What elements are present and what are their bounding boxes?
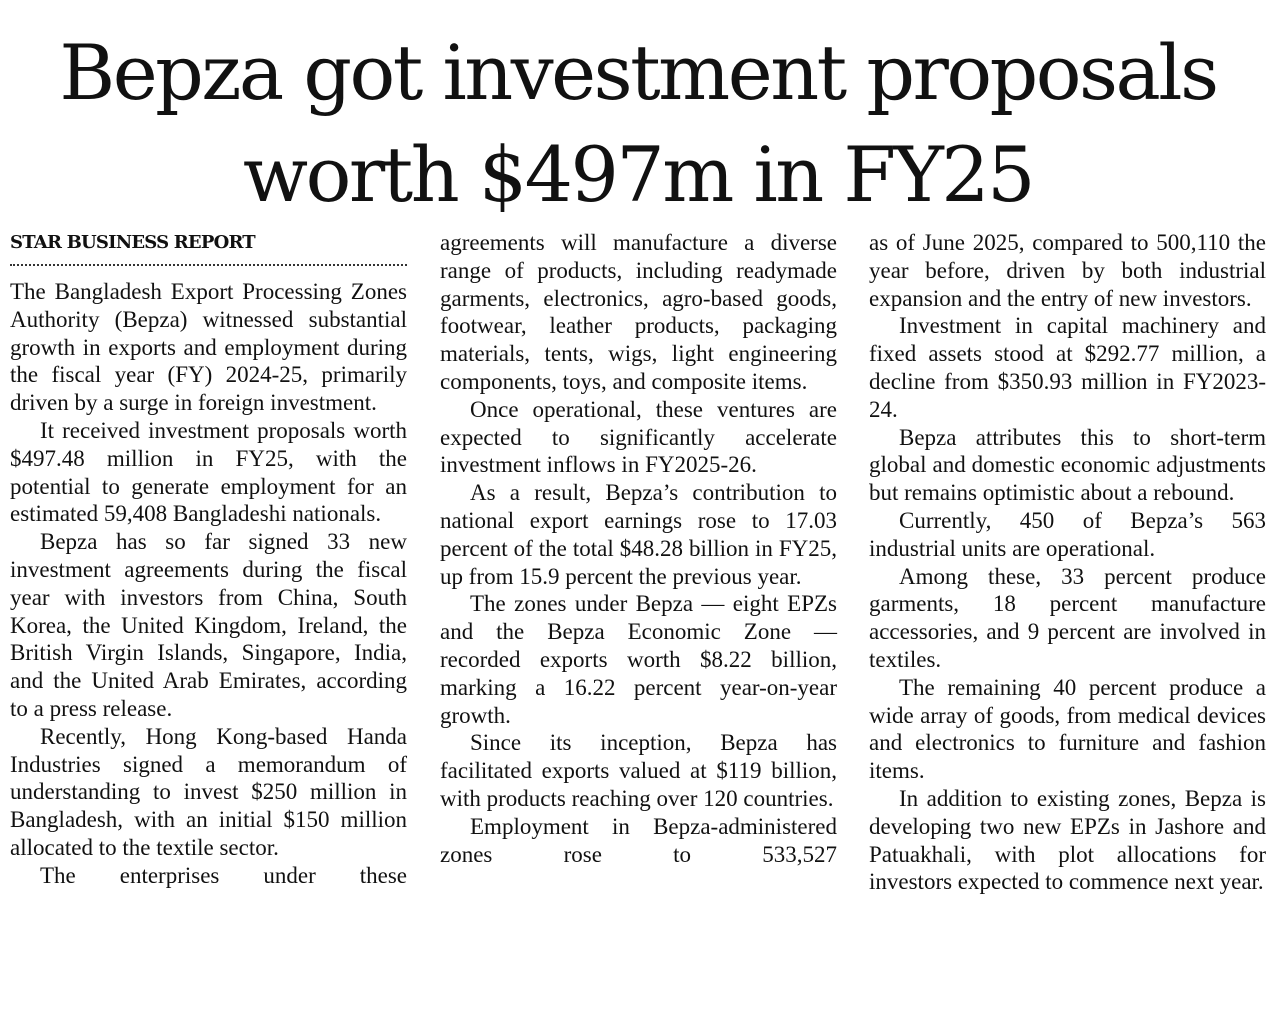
paragraph-3: Bepza has so far signed 33 new investment agreements during the fiscal year with investors from China, South Korea, the United Kingdom, Ireland, the British Virgin Islands, Singapore, India, and the United Arab Emirates, according to a press release. bbox=[10, 529, 407, 721]
headline-line-2: worth $497m in FY25 bbox=[243, 130, 1033, 219]
paragraph-9: Since its inception, Bepza has facilitated exports valued at $119 billion, with products reaching over 120 countries. bbox=[440, 730, 837, 811]
paragraph-6: Once operational, these ventures are expected to significantly accelerate investment inflows in FY2025-26. bbox=[440, 396, 837, 478]
paragraph-16: In addition to existing zones, Bepza is developing two new EPZs in Jashore and Patuakhali, with plot allocations for investors expected to commence next year. bbox=[869, 785, 1266, 895]
paragraph-14: Among these, 33 percent produce garments, 18 percent manufacture accessories, and 9 percent are involved in textiles. bbox=[869, 563, 1266, 672]
byline: STAR BUSINESS REPORT bbox=[10, 232, 255, 253]
byline-divider bbox=[10, 264, 407, 266]
headline-line-1: Bepza got investment proposals bbox=[59, 28, 1217, 117]
paragraph-15: The remaining 40 percent produce a wide array of goods, from medical devices and electronics to furniture and fashion items. bbox=[869, 674, 1266, 784]
paragraph-10-start: Employment in Bepza-administered zones rose to 533,527 bbox=[440, 813, 837, 867]
paragraph-13: Currently, 450 of Bepza’s 563 industrial units are operational. bbox=[869, 507, 1266, 561]
paragraph-10-continued: as of June 2025, compared to 500,110 the year before, driven by both industrial expansion and the entry of new investors. bbox=[869, 230, 1266, 311]
paragraph-7: As a result, Bepza’s contribution to national export earnings rose to 17.03 percent of the total $48.28 billion in FY25, up from 15.9 percent the previous year. bbox=[440, 480, 837, 589]
paragraph-4: Recently, Hong Kong-based Handa Industries signed a memorandum of understanding to invest $250 million in Bangladesh, with an initial $150 million allocated to the textile sector. bbox=[10, 723, 407, 860]
article-column-2 bbox=[440, 229, 837, 868]
paragraph-1: The Bangladesh Export Processing Zones Authority (Bepza) witnessed substantial growth in exports and employment during the fiscal year (FY) 2024-25, primarily driven by a surge in foreign investment. bbox=[10, 279, 407, 416]
paragraph-8: The zones under Bepza — eight EPZs and the Bepza Economic Zone — recorded exports worth $8.22 billion, marking a 16.22 percent year-on-year growth. bbox=[440, 591, 837, 728]
paragraph-2: It received investment proposals worth $497.48 million in FY25, with the potential to generate employment for an estimated 59,408 Bangladeshi nationals. bbox=[10, 417, 407, 527]
paragraph-5-start: The enterprises under these bbox=[40, 862, 407, 888]
article-column-1 bbox=[10, 229, 407, 890]
paragraph-11: Investment in capital machinery and fixed assets stood at $292.77 million, a decline from $350.93 million in FY2023-24. bbox=[869, 313, 1266, 422]
paragraph-5-continued: agreements will manufacture a diverse range of products, including readymade garments, electronics, agro-based goods, footwear, leather products, packaging materials, tents, wigs, light engineering components, toys, and composite items. bbox=[440, 230, 837, 394]
article-column-3 bbox=[869, 229, 1266, 896]
headline bbox=[0, 22, 1276, 226]
paragraph-12: Bepza attributes this to short-term global and domestic economic adjustments but remains optimistic about a rebound. bbox=[869, 424, 1266, 506]
